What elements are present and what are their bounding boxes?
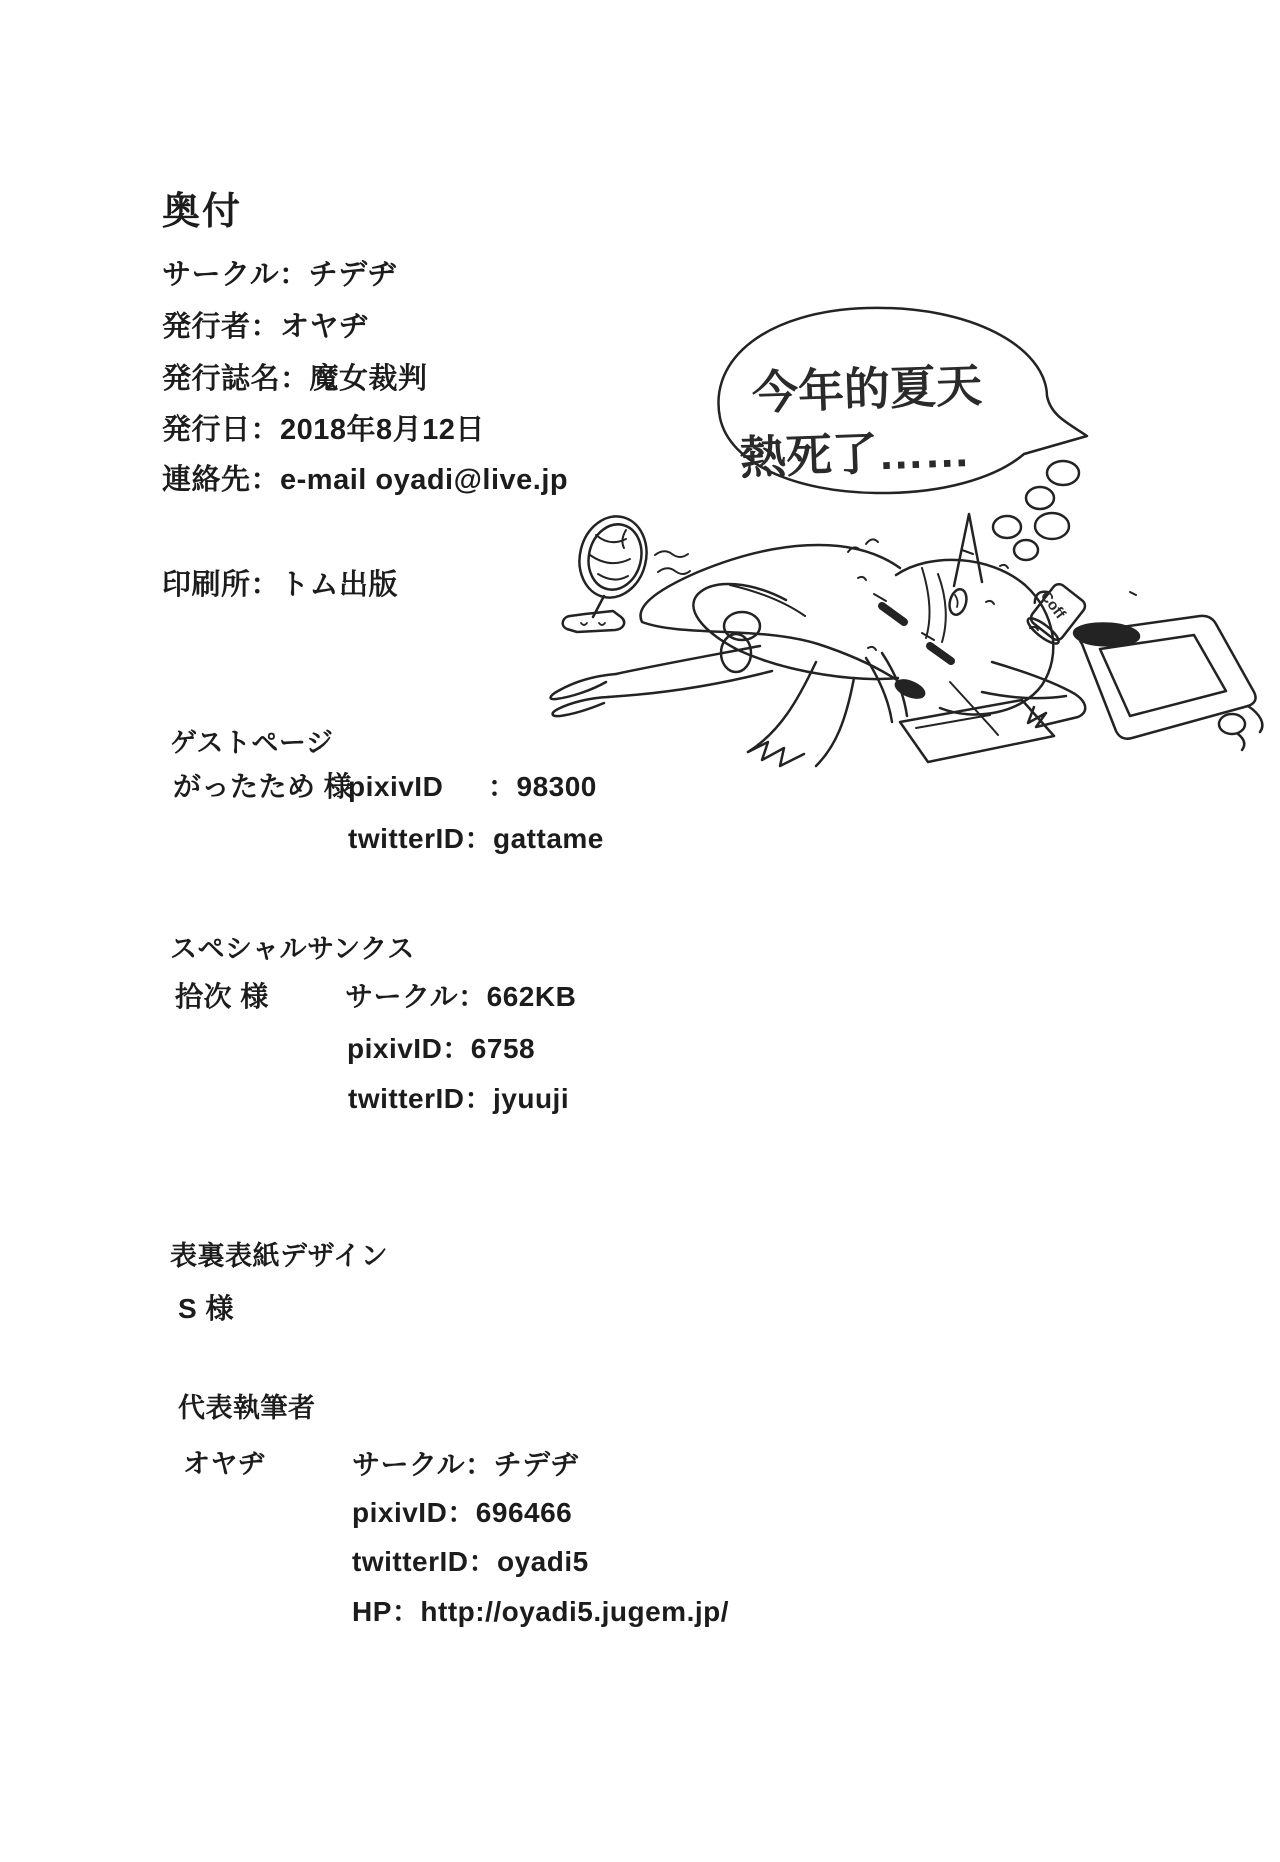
thanks-twitter-line: twitterID：jyuuji [348, 1083, 570, 1114]
thanks-heading: スペシャルサンクス [170, 934, 415, 964]
book-title-line: 発行誌名：魔女裁判 [162, 363, 428, 395]
thanks-pixiv-line: pixivID：6758 [347, 1033, 536, 1064]
printer-line: 印刷所：トム出版 [162, 569, 399, 601]
publish-date-line: 発行日：2018年8月12日 [162, 414, 485, 446]
steam-puffs [993, 461, 1079, 560]
author-hp-line: HP：http://oyadi5.jugem.jp/ [352, 1596, 730, 1627]
author-twitter-line: twitterID：oyadi5 [352, 1546, 589, 1577]
thanks-circle-line: サークル：662KB [345, 981, 577, 1012]
cover-design-name: S 様 [178, 1293, 234, 1324]
electric-fan-icon [563, 509, 690, 632]
speech-bubble-text-line2: 熱死了…… [739, 424, 971, 485]
publisher-line: 発行者：オヤヂ [162, 311, 369, 343]
contact-line: 連絡先：e-mail oyadi@live.jp [162, 464, 569, 496]
open-mouth [893, 677, 926, 701]
character-leg [616, 646, 760, 674]
mug-label: Coff [1036, 587, 1069, 623]
closed-eye-right [930, 646, 951, 661]
cover-design-heading: 表裏表紙デザイン [170, 1241, 389, 1271]
paper-sheet [900, 700, 1054, 762]
guest-name: がったため 様 [173, 771, 353, 802]
guest-pixiv-label: pixivID [348, 771, 444, 802]
author-pixiv-line: pixivID：696466 [352, 1497, 573, 1528]
thanks-name: 拾次 様 [175, 981, 269, 1012]
oni-horn [954, 514, 982, 586]
illustration [430, 230, 1280, 780]
author-name: オヤヂ [183, 1449, 266, 1479]
closed-eye-left [882, 606, 904, 622]
guest-heading: ゲストページ [170, 728, 334, 758]
author-heading: 代表執筆者 [178, 1393, 316, 1423]
guest-twitter-line: twitterID：gattame [348, 823, 604, 854]
speech-bubble [718, 308, 1087, 560]
page-title: 奥付 [162, 191, 243, 233]
speech-bubble-text-line1: 今年的夏天 [751, 359, 983, 419]
author-circle-line: サークル：チデヂ [352, 1449, 580, 1480]
guest-pixiv-value: ：98300 [488, 771, 597, 802]
circle-line: サークル：チデヂ [162, 259, 398, 291]
oni-girl-character [551, 514, 1086, 766]
